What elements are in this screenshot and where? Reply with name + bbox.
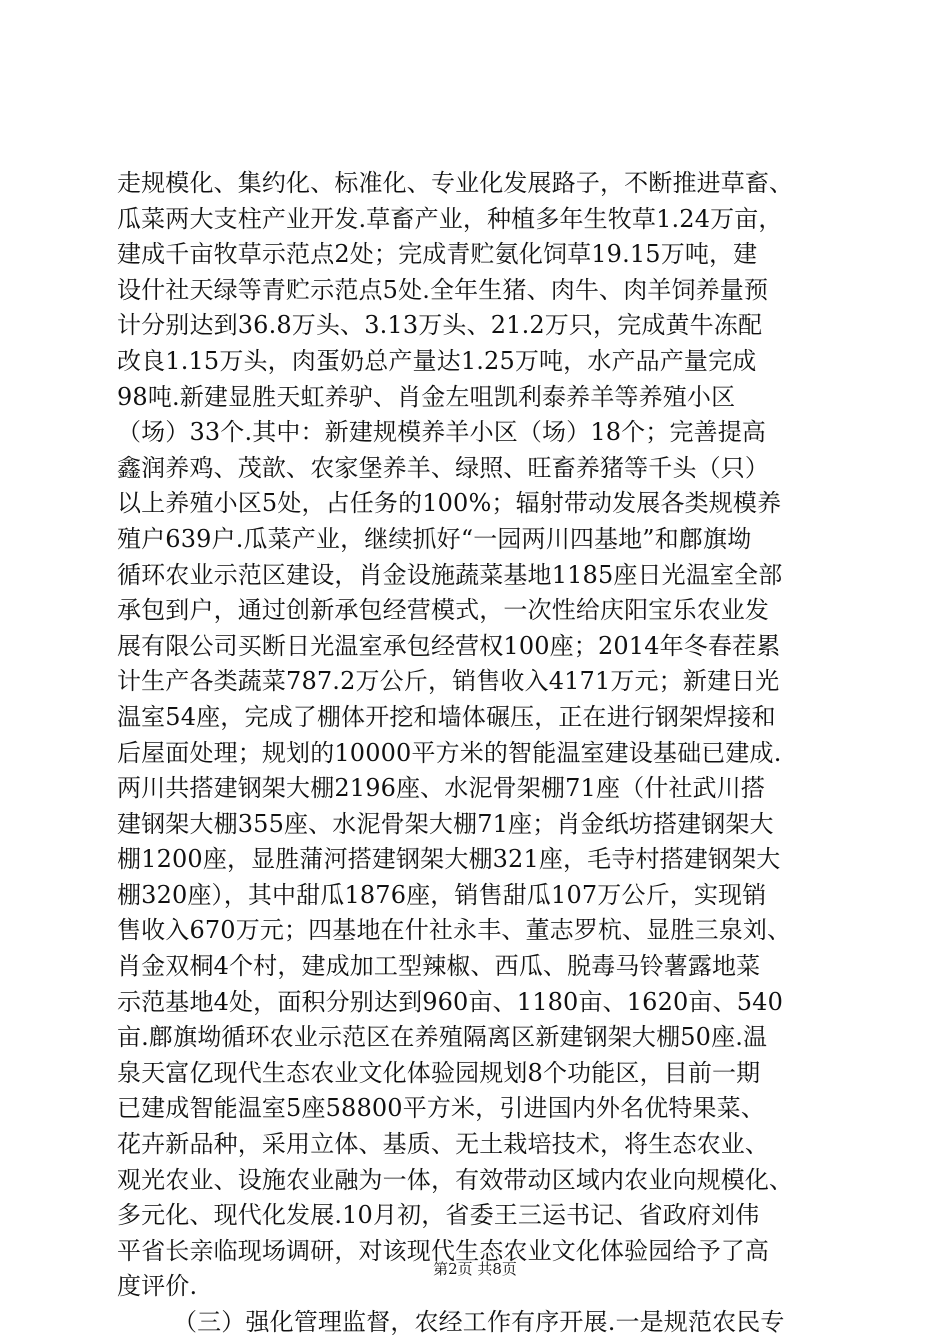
text-line: 瓜菜两大支柱产业开发.草畜产业，种植多年生牧草1.24万亩， <box>117 204 783 233</box>
text-line: 走规模化、集约化、标准化、专业化发展路子，不断推进草畜、 <box>117 169 794 197</box>
text-line: （场）33个.其中：新建规模养羊小区（场）18个；完善提高 <box>117 418 767 447</box>
text-line: 平省长亲临现场调研，对该现代生态农业文化体验园给予了高 <box>117 1236 770 1265</box>
text-line: 示范基地4处，面积分别达到960亩、1180亩、1620亩、540 <box>117 987 783 1016</box>
text-line: 后屋面处理；规划的10000平方米的智能温室建设基础已建成. <box>117 738 782 767</box>
text-line: 建钢架大棚355座、水泥骨架大棚71座；肖金纸坊搭建钢架大 <box>117 809 774 838</box>
text-line: 改良1.15万头，肉蛋奶总产量达1.25万吨，水产品产量完成 <box>117 346 757 375</box>
text-line: 泉天富亿现代生态农业文化体验园规划8个功能区，目前一期 <box>117 1058 761 1087</box>
text-line: 殖户639户.瓜菜产业，继续抓好“一园两川四基地”和鄜旗坳 <box>117 524 752 553</box>
text-line: 多元化、现代化发展.10月初，省委王三运书记、省政府刘伟 <box>117 1201 760 1230</box>
text-line: 设什社天绿等青贮示范点5处.全年生猪、肉牛、肉羊饲养量预 <box>117 275 769 304</box>
text-line: 观光农业、设施农业融为一体，有效带动区域内农业向规模化、 <box>117 1165 794 1194</box>
text-line: 承包到户，通过创新承包经营模式，一次性给庆阳宝乐农业发 <box>117 596 770 625</box>
text-line: 计生产各类蔬菜787.2万公斤，销售收入4171万元；新建日光 <box>117 667 780 696</box>
text-line: 亩.鄜旗坳循环农业示范区在养殖隔离区新建钢架大棚50座.温 <box>117 1023 768 1052</box>
text-line: 循环农业示范区建设，肖金设施蔬菜基地1185座日光温室全部 <box>117 560 783 589</box>
text-line: 花卉新品种，采用立体、基质、无土栽培技术，将生态农业、 <box>117 1130 770 1159</box>
text-line: 以上养殖小区5处，占任务的100%；辐射带动发展各类规模养 <box>117 489 782 518</box>
page-number-footer: 第2页 共8页 <box>433 1260 517 1278</box>
text-line: 温室54座，完成了棚体开挖和墙体碾压，正在进行钢架焊接和 <box>117 702 776 731</box>
text-line: 售收入670万元；四基地在什社永丰、董志罗杭、显胜三泉刘、 <box>117 916 792 945</box>
body-text <box>117 166 837 1341</box>
text-line: 已建成智能温室5座58800平方米，引进国内外名优特果菜、 <box>117 1094 765 1123</box>
text-line: 度评价. <box>117 1272 198 1301</box>
paragraph-start-line: （三）强化管理监督，农经工作有序开展.一是规范农民专 <box>173 1308 785 1336</box>
text-line: 98吨.新建显胜天虹养驴、肖金左咀凯利泰养羊等养殖小区 <box>117 382 736 411</box>
text-line: 计分别达到36.8万头、3.13万头、21.2万只，完成黄牛冻配 <box>117 311 763 340</box>
text-line: 棚320座），其中甜瓜1876座，销售甜瓜107万公斤，实现销 <box>117 880 767 909</box>
text-line: 两川共搭建钢架大棚2196座、水泥骨架棚71座（什社武川搭 <box>117 774 765 803</box>
text-line: 鑫润养鸡、茂歆、农家堡养羊、绿照、旺畜养猪等千头（只） <box>117 453 770 482</box>
text-line: 肖金双桐4个村，建成加工型辣椒、西瓜、脱毒马铃薯露地菜 <box>117 952 761 981</box>
text-line: 棚1200座，显胜蒲河搭建钢架大棚321座，毛寺村搭建钢架大 <box>117 845 781 874</box>
text-line: 展有限公司买断日光温室承包经营权100座；2014年冬春茬累 <box>117 631 781 660</box>
text-line: 建成千亩牧草示范点2处；完成青贮氨化饲草19.15万吨，建 <box>117 240 758 269</box>
